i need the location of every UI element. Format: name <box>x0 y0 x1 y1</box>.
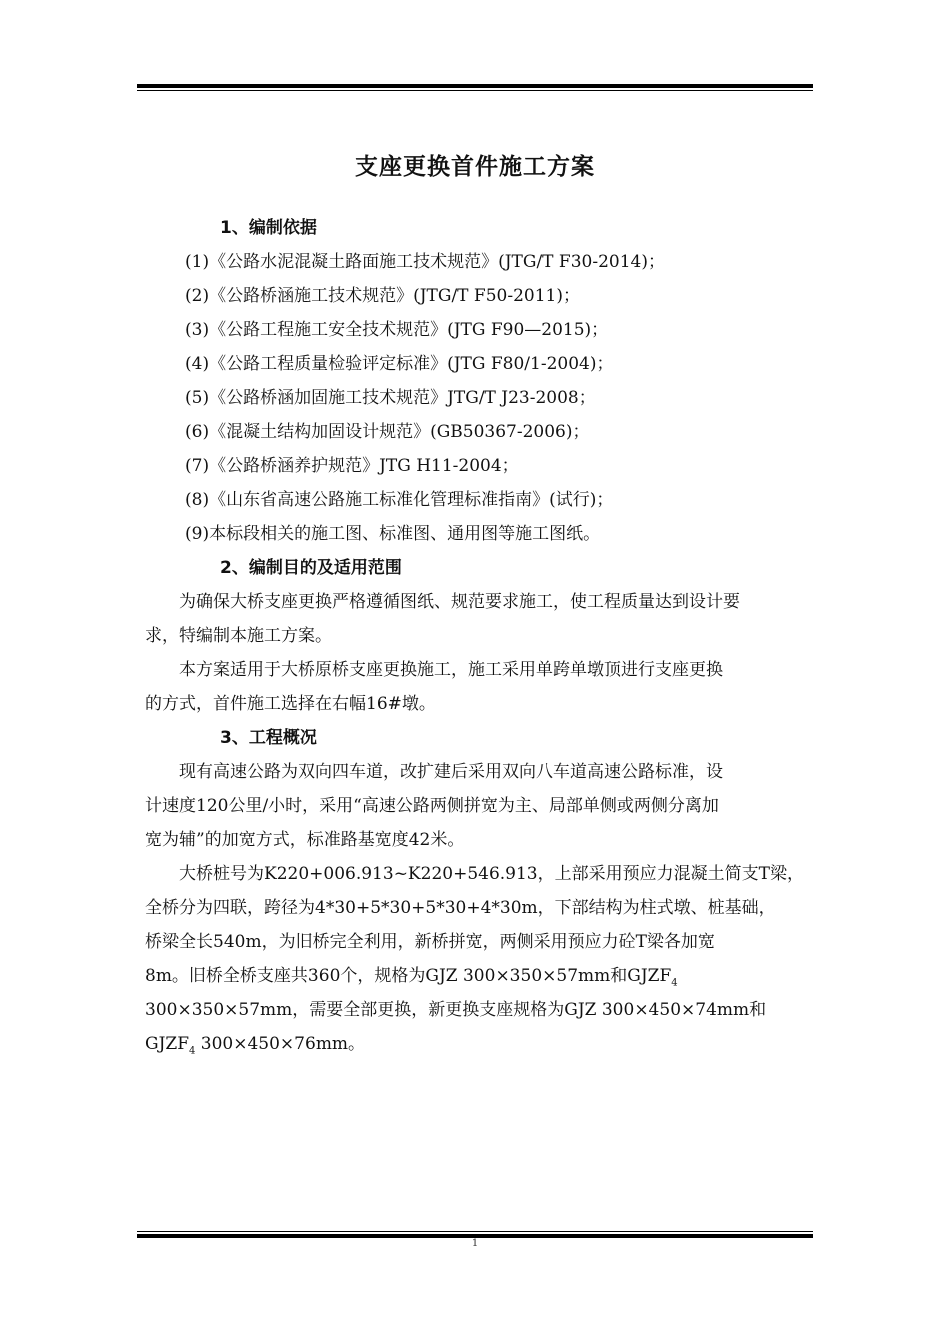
page-number: 1 <box>471 1238 479 1249</box>
reference-item: (7)《公路桥涵养护规范》JTG H11-2004； <box>185 456 519 476</box>
header-rule <box>137 84 813 92</box>
reference-item: (8)《山东省高速公路施工标准化管理标准指南》(试行)； <box>185 490 614 510</box>
text-run: GJZF <box>145 1034 190 1054</box>
reference-item: (2)《公路桥涵施工技术规范》(JTG/T F50-2011)； <box>185 286 580 306</box>
paragraph-line: 桥梁全长540m，为旧桥完全利用，新桥拼宽，两侧采用预应力砼T梁各加宽 <box>145 932 715 952</box>
paragraph-line: 现有高速公路为双向四车道，改扩建后采用双向八车道高速公路标准，设 <box>179 762 723 782</box>
paragraph-line: 为确保大桥支座更换严格遵循图纸、规范要求施工，使工程质量达到设计要 <box>179 592 740 612</box>
reference-item: (5)《公路桥涵加固施工技术规范》JTG/T J23-2008； <box>185 388 596 408</box>
text-run: 8m。旧桥全桥支座共360个，规格为GJZ 300×350×57mm和GJZF <box>145 966 672 986</box>
section-heading: 2、编制目的及适用范围 <box>220 558 402 578</box>
document-title: 支座更换首件施工方案 <box>355 154 595 180</box>
subscript: 4 <box>189 1045 196 1057</box>
paragraph-line <box>145 959 825 993</box>
paragraph-line: 全桥分为四联，跨径为4*30+5*30+5*30+4*30m，下部结构为柱式墩、桩基础， <box>145 898 776 918</box>
reference-item: (4)《公路工程质量检验评定标准》(JTG F80/1-2004)； <box>185 354 614 374</box>
paragraph-line: 本方案适用于大桥原桥支座更换施工，施工采用单跨单墩顶进行支座更换 <box>179 660 723 680</box>
paragraph-line: 300×350×57mm，需要全部更换，新更换支座规格为GJZ 300×450×74mm和 <box>145 1000 767 1020</box>
paragraph-line: 的方式，首件施工选择在右幅16#墩。 <box>145 694 436 714</box>
document-body <box>145 211 825 1061</box>
reference-item: (1)《公路水泥混凝土路面施工技术规范》(JTG/T F30-2014)； <box>185 252 665 272</box>
paragraph-line: 宽为辅”的加宽方式，标准路基宽度42米。 <box>145 830 465 850</box>
paragraph-line: 计速度120公里/小时，采用“高速公路两侧拼宽为主、局部单侧或两侧分离加 <box>145 796 719 816</box>
subscript: 4 <box>671 977 678 989</box>
paragraph-line: 大桥桩号为K220+006.913~K220+546.913，上部采用预应力混凝土简支T梁， <box>179 864 804 884</box>
reference-item: (3)《公路工程施工安全技术规范》(JTG F90—2015)； <box>185 320 609 340</box>
section-heading: 3、工程概况 <box>220 728 317 748</box>
paragraph-line <box>145 1027 825 1061</box>
section-heading: 1、编制依据 <box>220 218 317 238</box>
footer-rule <box>137 1231 813 1238</box>
reference-item: (6)《混凝土结构加固设计规范》(GB50367-2006)； <box>185 422 590 442</box>
paragraph-line: 求，特编制本施工方案。 <box>145 626 332 646</box>
text-run: 300×450×76mm。 <box>200 1034 366 1054</box>
reference-item: (9)本标段相关的施工图、标准图、通用图等施工图纸。 <box>185 524 601 544</box>
